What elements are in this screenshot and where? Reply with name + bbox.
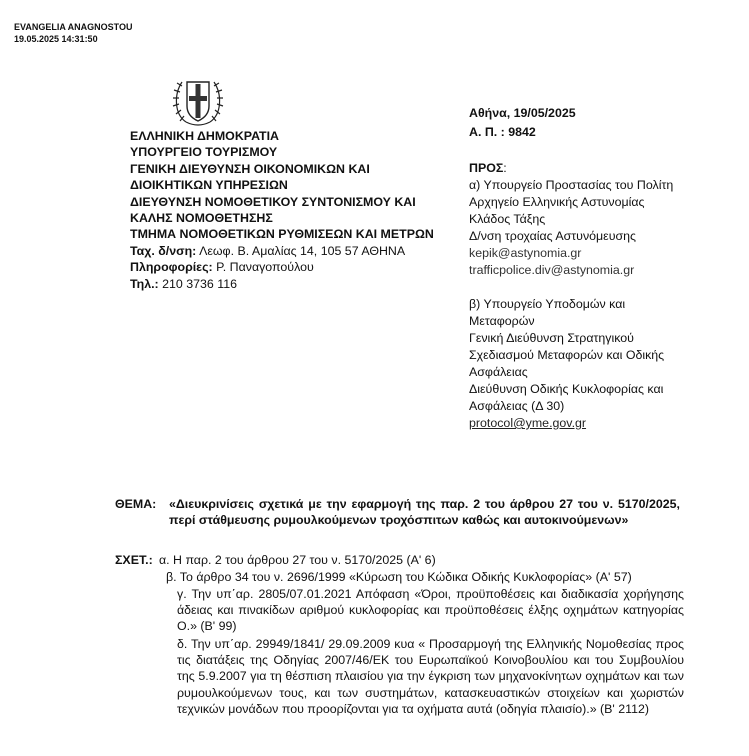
- sender-info: [130, 259, 434, 275]
- sender-line-general-directorate-cont: ΔΙΟΙΚΗΤΙΚΩΝ ΥΠΗΡΕΣΙΩΝ: [130, 178, 288, 193]
- recipients-colon: :: [503, 161, 507, 175]
- recipient-b-line: Ασφάλειας (Δ 30): [469, 399, 565, 413]
- date-protocol-block: [469, 104, 576, 142]
- recipient-b-email[interactable]: protocol@yme.gov.gr: [469, 416, 587, 430]
- recipient-b-line: Ασφάλειας: [469, 365, 528, 379]
- sender-phone: [130, 276, 434, 292]
- subject-label: ΘΕΜΑ:: [115, 497, 157, 511]
- sender-address: [130, 243, 434, 259]
- recipient-a-email[interactable]: trafficpolice.div@astynomia.gr: [469, 263, 635, 277]
- subject-text: «Διευκρινίσεις σχετικά με την εφαρμογή της παρ. 2 του άρθρου 27 του ν. 5170/2025, περί στάθμευσης ρυμουλκούμενων τροχόσπιτων καθώς και αυτοκινούμενων»: [169, 497, 680, 527]
- protocol-number: Α. Π. : 9842: [469, 125, 536, 139]
- recipients-label: ΠΡΟΣ: [469, 161, 504, 175]
- recipient-a-line: Δ/νση τροχαίας Αστυνόμευσης: [469, 229, 636, 243]
- digital-signature: [14, 21, 133, 45]
- greek-coat-of-arms-icon: [168, 68, 228, 130]
- spacer: [469, 279, 673, 296]
- phone-value: 210 3736 116: [158, 276, 238, 291]
- references-label: ΣΧΕΤ.:: [115, 553, 153, 567]
- document-date: Αθήνα, 19/05/2025: [469, 106, 576, 120]
- reference-item-a: α. Η παρ. 2 του άρθρου 27 του ν. 5170/2025 (Α' 6): [159, 553, 436, 567]
- reference-item-c: γ. Την υπ΄αρ. 2805/07.01.2021 Απόφαση «Όροι, προϋποθέσεις και διαδικασία χορήγησης άδειας και πινακίδων αριθμού κυκλοφορίας και προϋποθέσεις έλξης οχημάτων κατηγορίας Ο.» (Β' 99): [177, 587, 684, 634]
- reference-item-d: δ. Την υπ΄αρ. 29949/1841/ 29.09.2009 κυα « Προσαρμογή της Ελληνικής Νομοθεσίας προς τις διατάξεις της Οδηγίας 2007/46/ΕΚ του Ευρωπαϊκού Κοινοβουλίου και του Συμβουλίου της 5.9.2007 για τη θέσπιση πλαισίου για την έγκριση των μηχανοκίνητων οχημάτων και των ρυμουλκούμενων τους, και των συστημάτων, κατασκευαστικών στοιχείων και χωριστών τεχνικών μονάδων που προορίζονται για τα οχήματα αυτά (οδηγία πλαισίο).» (Β' 2112): [177, 637, 684, 716]
- subject-block: [115, 496, 680, 528]
- recipient-b-line: Μεταφορών: [469, 314, 535, 328]
- sender-line-general-directorate: ΓΕΝΙΚΗ ΔΙΕΥΘΥΝΣΗ ΟΙΚΟΝΟΜΙΚΩΝ ΚΑΙ: [130, 161, 370, 176]
- reference-item-b: β. Το άρθρο 34 του ν. 2696/1999 «Κύρωση του Κώδικα Οδικής Κυκλοφορίας» (Α' 57): [166, 570, 632, 584]
- sender-line-republic: ΕΛΛΗΝΙΚΗ ΔΗΜΟΚΡΑΤΙΑ: [130, 129, 279, 143]
- recipient-b-line: β) Υπουργείο Υποδομών και: [469, 297, 626, 311]
- sender-line-department: ΤΜΗΜΑ ΝΟΜΟΘΕΤΙΚΩΝ ΡΥΘΜΙΣΕΩΝ ΚΑΙ ΜΕΤΡΩΝ: [130, 227, 434, 242]
- sender-line-directorate: ΔΙΕΥΘΥΝΣΗ ΝΟΜΟΘΕΤΙΚΟΥ ΣΥΝΤΟΝΙΣΜΟΥ ΚΑΙ: [130, 194, 416, 209]
- recipient-a-line: Αρχηγείο Ελληνικής Αστυνομίας: [469, 195, 645, 209]
- recipient-b-line: Σχεδιασμού Μεταφορών και Οδικής: [469, 348, 665, 362]
- info-value: Ρ. Παναγοπούλου: [212, 260, 314, 275]
- info-label: Πληροφορίες:: [130, 260, 213, 275]
- recipient-a-line: α) Υπουργείο Προστασίας του Πολίτη: [469, 178, 674, 192]
- recipients-block: [469, 160, 673, 432]
- signature-name: EVANGELIA ANAGNOSTOU: [14, 22, 133, 32]
- recipient-a-email[interactable]: kepik@astynomia.gr: [469, 246, 582, 260]
- recipient-a-line: Κλάδος Τάξης: [469, 212, 546, 226]
- sender-block: [130, 128, 434, 292]
- recipients-heading: [469, 160, 673, 177]
- recipient-b-line: Γενική Διεύθυνση Στρατηγικού: [469, 331, 634, 345]
- sender-line-ministry: ΥΠΟΥΡΓΕΙΟ ΤΟΥΡΙΣΜΟΥ: [130, 145, 278, 160]
- signature-datetime: 19.05.2025 14:31:50: [14, 34, 98, 44]
- phone-label: Τηλ.:: [130, 276, 159, 291]
- recipient-b-line: Διεύθυνση Οδικής Κυκλοφορίας και: [469, 382, 664, 396]
- sender-line-directorate-cont: ΚΑΛΗΣ ΝΟΜΟΘΕΤΗΣΗΣ: [130, 211, 273, 226]
- address-label: Ταχ. δ/νση:: [130, 243, 197, 258]
- address-value: Λεωφ. Β. Αμαλίας 14, 105 57 ΑΘΗΝΑ: [196, 243, 406, 258]
